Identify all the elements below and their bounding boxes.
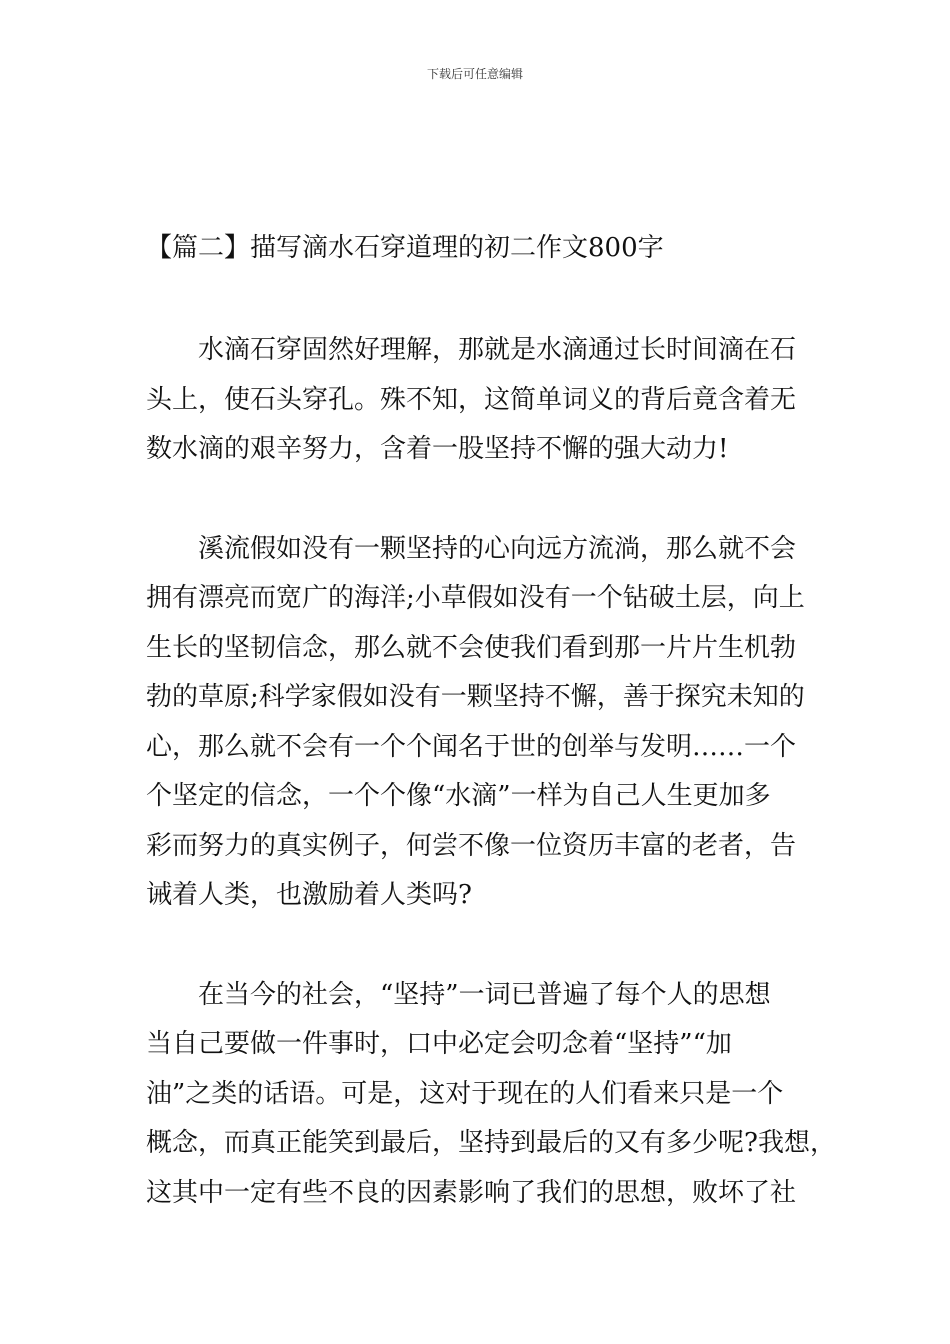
paragraph-2 bbox=[146, 525, 810, 921]
paragraph-line: 生长的坚韧信念，那么就不会使我们看到那一片片生机勃 bbox=[146, 632, 797, 663]
page-header: 下载后可任意编辑 bbox=[426, 67, 523, 81]
paragraph-line: 这其中一定有些不良的因素影响了我们的思想，败坏了社 bbox=[146, 1177, 797, 1208]
paragraph-line: 当自己要做一件事时，口中必定会叨念着“坚持”“加 bbox=[146, 1029, 732, 1059]
paragraph-line: 溪流假如没有一颗坚持的心向远方流淌，那么就不会 bbox=[198, 533, 797, 564]
article-body bbox=[146, 226, 836, 1268]
paragraph-line: 心，那么就不会有一个个闻名于世的创举与发明……一个 bbox=[146, 731, 797, 762]
paragraph-line: 诫着人类，也激励着人类吗? bbox=[146, 880, 472, 910]
paragraph-line: 头上，使石头穿孔。殊不知，这简单词义的背后竟含着无 bbox=[146, 384, 797, 415]
paragraph-line: 个坚定的信念，一个个像“水滴”一样为自己人生更加多 bbox=[146, 781, 771, 811]
article-title: 【篇二】描写滴水石穿道理的初二作文800字 bbox=[146, 233, 664, 263]
paragraph-line: 拥有漂亮而宽广的海洋;小草假如没有一个钻破土层，向上 bbox=[146, 583, 805, 613]
paragraph-line: 勃的草原;科学家假如没有一颗坚持不懈，善于探究未知的 bbox=[146, 682, 805, 712]
paragraph-line: 概念，而真正能笑到最后，坚持到最后的又有多少呢?我想， bbox=[146, 1128, 836, 1158]
paragraph-line: 水滴石穿固然好理解，那就是水滴通过长时间滴在石 bbox=[198, 335, 797, 365]
paragraph-1 bbox=[146, 326, 810, 475]
paragraph-line: 数水滴的艰辛努力，含着一股坚持不懈的强大动力! bbox=[146, 434, 729, 464]
paragraph-3 bbox=[146, 971, 836, 1219]
paragraph-line: 在当今的社会，“坚持”一词已普遍了每个人的思想 bbox=[198, 979, 771, 1010]
paragraph-line: 彩而努力的真实例子，何尝不像一位资历丰富的老者，告 bbox=[146, 830, 797, 861]
paragraph-line: 油”之类的话语。可是，这对于现在的人们看来只是一个 bbox=[146, 1078, 784, 1109]
